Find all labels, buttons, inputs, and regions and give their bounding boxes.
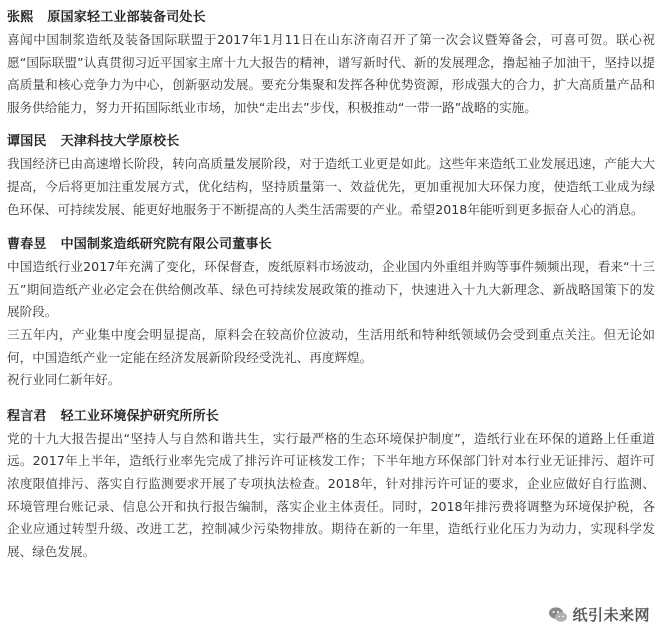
statement-paragraph: 我国经济已由高速增长阶段，转向高质量发展阶段，对于造纸工业更是如此。这些年来造纸工业发展迅速，产能大大提高，今后将更加注重发展方式，优化结构，坚持质量第一、效益优先，更加重视加大环保力度，使造纸工业成为绿色环保、可持续发展、能更好地服务于不断提高的人类生活需要的产业。希望2018年能听到更多振奋人心的消息。 [7, 156, 655, 217]
watermark-text: 纸引未来网 [572, 606, 650, 624]
watermark [544, 602, 654, 627]
speaker-heading [7, 7, 655, 29]
statement-cao-chunyu [7, 234, 655, 392]
speaker-title: 原国家轻工业部装备司处长 [47, 10, 206, 25]
speaker-heading [7, 131, 655, 153]
speaker-name: 程言君 [7, 408, 47, 424]
statement-tan-guomin [7, 131, 655, 221]
statement-zhang-xi [7, 7, 655, 119]
speaker-title: 轻工业环境保护研究所所长 [60, 408, 220, 424]
statement-paragraph: 中国造纸行业2017年充满了变化，环保督查，废纸原料市场波动，企业国内外重组并购等事件频频出现，看来“十三五”期间造纸产业必定会在供给侧改革、绿色可持续发展政策的推动下，快速进入十九大新理念、新战略国策下的发展阶段。 [7, 259, 655, 320]
article [7, 7, 655, 563]
statement-paragraph: 三五年内，产业集中度会明显提高，原料会在较高价位波动，生活用纸和特种纸领域仍会受到重点关注。但无论如何，中国造纸产业一定能在经济发展新阶段经受洗礼、再度辉煌。 [7, 326, 655, 365]
speaker-name: 张熙 [7, 10, 34, 25]
speaker-title: 中国制浆造纸研究院有限公司董事长 [60, 237, 272, 253]
speaker-title: 天津科技大学原校长 [60, 134, 180, 150]
wechat-icon [548, 606, 568, 624]
speaker-heading [7, 406, 655, 428]
statement-cheng-yanjun [7, 406, 655, 564]
speaker-heading [7, 234, 655, 256]
speaker-name: 曹春昱 [7, 237, 47, 253]
statement-paragraph: 祝行业同仁新年好。 [7, 372, 121, 388]
statement-paragraph: 喜闻中国制浆造纸及装备国际联盟于2017年1月11日在山东济南召开了第一次会议暨筹备会，可喜可贺。联心祝愿“国际联盟”认真贯彻习近平国家主席十九大报告的精神，谱写新时代、新的发展理念，撸起袖子加油干，坚持以提高质量和核心竞争力为中心，创新驱动发展。要充分集聚和发挥各种优势资源，形成强大的合力，扩大高质量产品和服务供给能力，努力开拓国际纸业市场，加快“走出去”步伐，积极推动“一带一路”战略的实施。 [7, 32, 655, 115]
statement-paragraph: 党的十九大报告提出“坚持人与自然和谐共生，实行最严格的生态环境保护制度”，造纸行业在环保的道路上任重道远。2017年上半年，造纸行业率先完成了排污许可证核发工作；下半年地方环保部门针对本行业无证排污、超许可浓度限值排污、落实自行监测要求开展了专项执法检查。2018年，针对排污许可证的要求，企业应做好自行监测、环境管理台账记录、信息公开和执行报告编制，落实企业主体责任。同时，2018年排污费将调整为环境保护税，各企业应通过转型升级、改进工艺，控制减少污染物排放。期待在新的一年里，造纸行业化压力为动力，实现科学发展、绿色发展。 [7, 430, 655, 559]
speaker-name: 谭国民 [7, 134, 47, 150]
